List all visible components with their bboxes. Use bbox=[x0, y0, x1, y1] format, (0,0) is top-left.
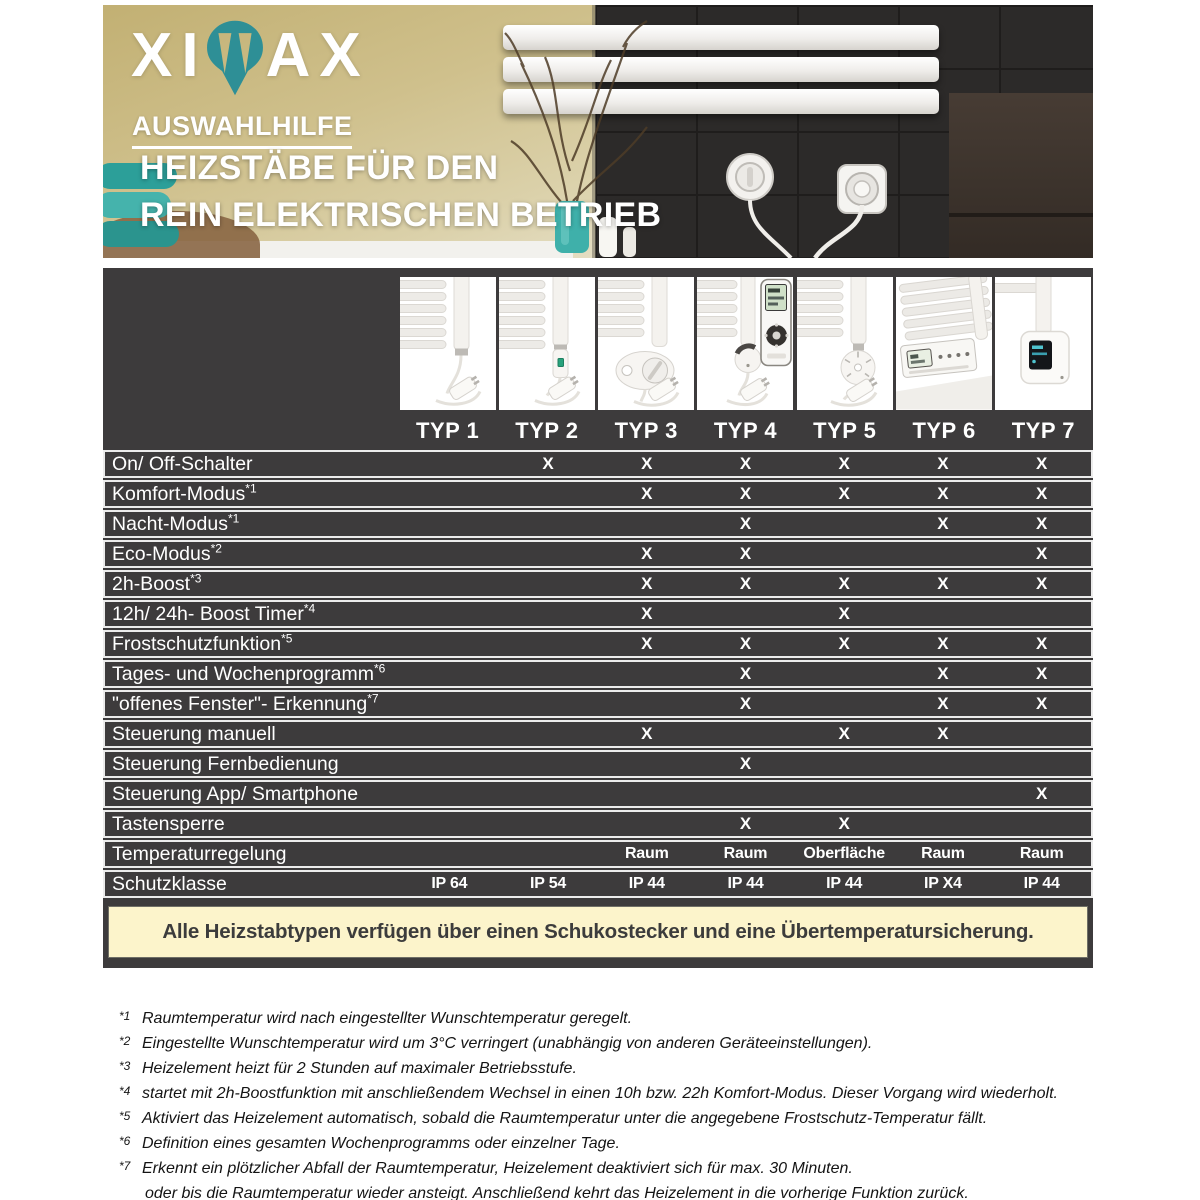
feature-cell: Raum bbox=[723, 845, 768, 862]
feature-row bbox=[103, 720, 1093, 748]
feature-x-mark: X bbox=[739, 634, 752, 653]
feature-row bbox=[103, 660, 1093, 688]
comparison-table bbox=[103, 268, 1093, 968]
logo-text-left: XI bbox=[131, 21, 208, 90]
feature-row bbox=[103, 840, 1093, 868]
feature-cell: IP 54 bbox=[530, 875, 567, 892]
feature-row bbox=[103, 630, 1093, 658]
feature-cell: IP 44 bbox=[1023, 875, 1060, 892]
footnote: *1 Raumtemperatur wird nach eingestellter Wunschtemperatur geregelt. bbox=[119, 1009, 633, 1027]
feature-x-mark: X bbox=[838, 814, 850, 833]
feature-label: "offenes Fenster"- Erkennung$^{*7}$ bbox=[112, 691, 379, 715]
feature-row bbox=[103, 750, 1093, 778]
feature-x-mark: X bbox=[739, 694, 752, 713]
typ-column-header: TYP 1 bbox=[416, 418, 480, 443]
feature-x-mark: X bbox=[937, 664, 949, 683]
feature-x-mark: X bbox=[641, 454, 653, 473]
info-banner-text: Alle Heizstabtypen verfügen über einen Schukostecker und eine Übertemperatursicherung. bbox=[162, 920, 1034, 943]
feature-x-mark: X bbox=[1035, 484, 1048, 503]
feature-x-mark: X bbox=[1035, 634, 1048, 653]
typ-header-row bbox=[103, 414, 1093, 448]
feature-x-mark: X bbox=[838, 724, 850, 743]
feature-x-mark: X bbox=[937, 514, 949, 533]
feature-x-mark: X bbox=[937, 694, 949, 713]
feature-label: Frostschutzfunktion$^{*5}$ bbox=[112, 631, 293, 655]
feature-label: Eco-Modus$^{*2}$ bbox=[112, 541, 222, 565]
page-title-line2: REIN ELEKTRISCHEN BETRIEB bbox=[140, 196, 662, 234]
footnote-continuation: oder bis die Raumtemperatur wieder ansteigt. Anschließend kehrt das Heizelement in die vorherige Funktion zurück. bbox=[145, 1185, 969, 1200]
feature-cell: Raum bbox=[624, 845, 669, 862]
product-image-typ-1 bbox=[400, 277, 496, 410]
feature-row bbox=[103, 510, 1093, 538]
feature-row bbox=[103, 690, 1093, 718]
hero-photo bbox=[103, 5, 1093, 258]
feature-label: Steuerung manuell bbox=[112, 723, 276, 745]
feature-x-mark: X bbox=[641, 574, 653, 593]
feature-x-mark: X bbox=[838, 484, 850, 503]
feature-x-mark: X bbox=[1035, 574, 1048, 593]
product-image-strip bbox=[103, 277, 1093, 410]
feature-x-mark: X bbox=[542, 454, 554, 473]
footnote: *7 Erkennt ein plötzlicher Abfall der Raumtemperatur, Heizelement deaktiviert sich für max. 30 Minuten. bbox=[119, 1159, 853, 1177]
ximax-logo bbox=[131, 17, 370, 97]
feature-cell: Raum bbox=[921, 845, 965, 862]
feature-x-mark: X bbox=[739, 484, 752, 503]
feature-x-mark: X bbox=[739, 454, 752, 473]
feature-row bbox=[103, 780, 1093, 808]
feature-x-mark: X bbox=[641, 484, 653, 503]
feature-label: On/ Off-Schalter bbox=[112, 453, 253, 475]
feature-label: Steuerung App/ Smartphone bbox=[112, 783, 359, 805]
feature-row bbox=[103, 450, 1093, 478]
feature-cell: Raum bbox=[1019, 845, 1064, 862]
feature-x-mark: X bbox=[937, 484, 949, 503]
footnote: *2 Eingestellte Wunschtemperatur wird um 3°C verringert (unabhängig von anderen Geräteeinstellungen). bbox=[119, 1034, 873, 1052]
feature-cell: Oberfläche bbox=[803, 845, 885, 862]
product-image-typ-6 bbox=[896, 277, 992, 410]
feature-label: Tastensperre bbox=[112, 813, 225, 835]
feature-x-mark: X bbox=[739, 754, 752, 773]
feature-x-mark: X bbox=[937, 634, 949, 653]
logo-text-right: AX bbox=[265, 21, 370, 90]
footnote: *4 startet mit 2h-Boostfunktion mit anschließendem Wechsel in einen 10h bzw. 22h Komfort-Modus. Dieser Vorgang wird wiederholt. bbox=[119, 1084, 1058, 1102]
info-banner bbox=[108, 906, 1088, 958]
feature-rows bbox=[103, 450, 1093, 900]
feature-label: Tages- und Wochenprogramm$^{*6}$ bbox=[112, 661, 386, 685]
typ-column-header: TYP 6 bbox=[912, 418, 976, 443]
feature-row bbox=[103, 810, 1093, 838]
feature-x-mark: X bbox=[838, 604, 850, 623]
feature-label: Schutzklasse bbox=[112, 873, 227, 895]
feature-label: Nacht-Modus$^{*1}$ bbox=[112, 511, 240, 535]
eyebrow-title: AUSWAHLHILFE bbox=[132, 111, 352, 149]
feature-x-mark: X bbox=[1035, 784, 1048, 803]
feature-x-mark: X bbox=[838, 574, 850, 593]
feature-x-mark: X bbox=[739, 574, 752, 593]
feature-row bbox=[103, 540, 1093, 568]
feature-cell: IP 44 bbox=[727, 875, 764, 892]
feature-x-mark: X bbox=[739, 514, 752, 533]
feature-label: Komfort-Modus$^{*1}$ bbox=[112, 481, 257, 505]
feature-x-mark: X bbox=[1035, 664, 1048, 683]
feature-x-mark: X bbox=[739, 664, 752, 683]
feature-row bbox=[103, 600, 1093, 628]
feature-cell: IP 64 bbox=[431, 875, 468, 892]
product-image-typ-3 bbox=[598, 277, 694, 410]
feature-row bbox=[103, 480, 1093, 508]
feature-label: Steuerung Fernbedienung bbox=[112, 753, 339, 775]
feature-row bbox=[103, 870, 1093, 898]
feature-cell: IP 44 bbox=[628, 875, 665, 892]
feature-x-mark: X bbox=[1035, 544, 1048, 563]
feature-label: Temperaturregelung bbox=[112, 843, 287, 865]
feature-x-mark: X bbox=[937, 454, 949, 473]
feature-x-mark: X bbox=[739, 544, 752, 563]
feature-label: 2h-Boost$^{*3}$ bbox=[112, 571, 202, 595]
product-image-typ-7 bbox=[995, 277, 1091, 410]
product-image-typ-2 bbox=[499, 277, 595, 410]
ximax-pin-icon bbox=[206, 19, 264, 97]
typ-column-header: TYP 3 bbox=[614, 418, 678, 443]
feature-x-mark: X bbox=[1035, 694, 1048, 713]
footnote: *3 Heizelement heizt für 2 Stunden auf maximaler Betriebsstufe. bbox=[119, 1059, 577, 1077]
typ-column-header: TYP 2 bbox=[515, 418, 579, 443]
page-title-line1: HEIZSTÄBE FÜR DEN bbox=[140, 149, 499, 187]
feature-x-mark: X bbox=[641, 724, 653, 743]
feature-cell: IP 44 bbox=[826, 875, 863, 892]
typ-column-header: TYP 4 bbox=[713, 418, 778, 443]
product-image-typ-4 bbox=[697, 277, 793, 410]
feature-x-mark: X bbox=[838, 454, 850, 473]
feature-x-mark: X bbox=[1035, 514, 1048, 533]
feature-cell: IP X4 bbox=[923, 875, 962, 892]
feature-x-mark: X bbox=[838, 634, 850, 653]
typ-column-header: TYP 7 bbox=[1011, 418, 1075, 443]
feature-x-mark: X bbox=[1035, 454, 1048, 473]
footnote: *5 Aktiviert das Heizelement automatisch, sobald die Raumtemperatur unter die angegebene Frostschutz-Temperatur fällt. bbox=[119, 1109, 988, 1127]
feature-x-mark: X bbox=[641, 544, 653, 563]
product-image-typ-5 bbox=[797, 277, 893, 410]
feature-x-mark: X bbox=[641, 604, 653, 623]
footnote: *6 Definition eines gesamten Wochenprogramms oder einzelner Tage. bbox=[119, 1134, 620, 1152]
footnotes bbox=[119, 1010, 1181, 1200]
feature-x-mark: X bbox=[937, 724, 949, 743]
feature-x-mark: X bbox=[937, 574, 949, 593]
feature-x-mark: X bbox=[641, 634, 653, 653]
typ-column-header: TYP 5 bbox=[813, 418, 877, 443]
feature-x-mark: X bbox=[739, 814, 752, 833]
feature-row bbox=[103, 570, 1093, 598]
feature-label: 12h/ 24h- Boost Timer$^{*4}$ bbox=[112, 601, 316, 625]
